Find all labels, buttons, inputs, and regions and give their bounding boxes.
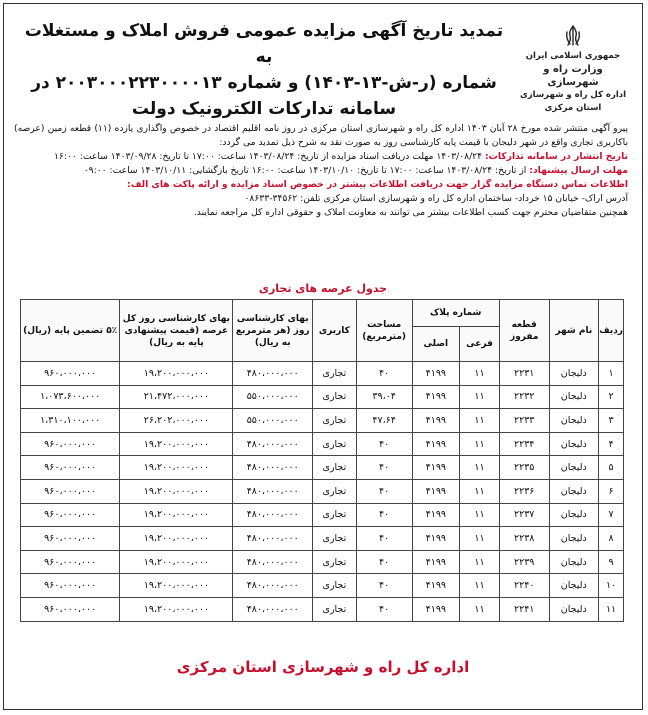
logo-line-office: اداره کل راه و شهرسازی استان مرکزی: [519, 90, 627, 113]
cell-total-price: ۱۹،۲۰۰،۰۰۰،۰۰۰: [120, 550, 233, 574]
cell-deposit: ۹۶۰،۰۰۰،۰۰۰: [21, 597, 120, 621]
cell-row-number: ۱۰: [599, 574, 624, 598]
cell-plaque-main: ۴۱۹۹: [412, 385, 460, 409]
cell-area: ۴۷،۶۴: [356, 409, 412, 433]
cell-row-number: ۲: [599, 385, 624, 409]
cell-usage: تجاری: [312, 503, 356, 527]
cell-unit-price: ۴۸۰،۰۰۰،۰۰۰: [233, 574, 313, 598]
publish-line: [14, 150, 628, 164]
cell-row-number: ۱: [599, 362, 624, 386]
cell-deposit: ۹۶۰،۰۰۰،۰۰۰: [21, 432, 120, 456]
cell-unit-price: ۴۸۰،۰۰۰،۰۰۰: [233, 597, 313, 621]
cell-total-price: ۱۹،۲۰۰،۰۰۰،۰۰۰: [120, 479, 233, 503]
header-parcel: قطعه مفروز: [499, 300, 549, 362]
cell-row-number: ۴: [599, 432, 624, 456]
cell-unit-price: ۴۸۰،۰۰۰،۰۰۰: [233, 479, 313, 503]
cell-area: ۴۰: [356, 527, 412, 551]
cell-usage: تجاری: [312, 527, 356, 551]
cell-plaque-sub: ۱۱: [460, 527, 500, 551]
cell-plaque-sub: ۱۱: [460, 409, 500, 433]
cell-deposit: ۱،۰۷۳،۶۰۰،۰۰۰: [21, 385, 120, 409]
deadline-value: از تاریخ: ۱۴۰۳/۰۸/۲۴ ساعت: ۱۷:۰۰ تا تاریخ: ۱۴۰۳/۱۰/۱۰ ساعت: ۱۶:۰۰ تاریخ بازگشایی: ۱۴۰۳/۱۰/۱۱ ساعت: ۰۹:۰۰: [83, 165, 527, 176]
header-city: نام شهر: [549, 300, 599, 362]
cell-parcel: ۲۲۴۰: [499, 574, 549, 598]
cell-parcel: ۲۲۳۱: [499, 362, 549, 386]
cell-area: ۴۰: [356, 597, 412, 621]
cell-deposit: ۹۶۰،۰۰۰،۰۰۰: [21, 456, 120, 480]
publish-value: ۱۴۰۳/۰۸/۲۴ مهلت دریافت اسناد مزایده از تاریخ: ۱۴۰۳/۰۸/۲۴ ساعت: ۱۷:۰۰ تا تاریخ: ۱۴۰۳/۰۹/۲۸ ساعت: ۱۶:۰۰: [53, 151, 483, 162]
cell-city: دلیجان: [549, 550, 599, 574]
cell-plaque-main: ۴۱۹۹: [412, 574, 460, 598]
table-row: [21, 456, 624, 480]
cell-row-number: ۹: [599, 550, 624, 574]
footer-office: اداره کل راه و شهرسازی استان مرکزی: [176, 658, 470, 676]
cell-city: دلیجان: [549, 362, 599, 386]
cell-total-price: ۲۱،۴۷۲،۰۰۰،۰۰۰: [120, 385, 233, 409]
cell-parcel: ۲۲۳۷: [499, 503, 549, 527]
header-deposit: ۵٪ تضمین پایه (ریال): [21, 300, 120, 362]
cell-deposit: ۹۶۰،۰۰۰،۰۰۰: [21, 503, 120, 527]
deadline-label: مهلت ارسال پیشنهاد:: [529, 165, 628, 176]
cell-plaque-sub: ۱۱: [460, 503, 500, 527]
cell-city: دلیجان: [549, 597, 599, 621]
cell-plaque-main: ۴۱۹۹: [412, 362, 460, 386]
header-plaque-main: اصلی: [412, 327, 460, 362]
cell-area: ۳۹،۰۴: [356, 385, 412, 409]
cell-area: ۴۰: [356, 432, 412, 456]
cell-unit-price: ۵۵۰،۰۰۰،۰۰۰: [233, 409, 313, 433]
cell-parcel: ۲۲۴۱: [499, 597, 549, 621]
cell-unit-price: ۴۸۰،۰۰۰،۰۰۰: [233, 362, 313, 386]
cell-parcel: ۲۲۳۹: [499, 550, 549, 574]
table-row: [21, 432, 624, 456]
table-row: [21, 385, 624, 409]
table-row: [21, 527, 624, 551]
table-row: [21, 409, 624, 433]
cell-plaque-sub: ۱۱: [460, 479, 500, 503]
cell-row-number: ۸: [599, 527, 624, 551]
table-row: [21, 550, 624, 574]
cell-total-price: ۱۹،۲۰۰،۰۰۰،۰۰۰: [120, 456, 233, 480]
cell-area: ۴۰: [356, 503, 412, 527]
cell-unit-price: ۴۸۰،۰۰۰،۰۰۰: [233, 432, 313, 456]
cell-plaque-sub: ۱۱: [460, 385, 500, 409]
cell-plaque-sub: ۱۱: [460, 597, 500, 621]
cell-city: دلیجان: [549, 503, 599, 527]
cell-row-number: ۱۱: [599, 597, 624, 621]
table-row: [21, 574, 624, 598]
cell-city: دلیجان: [549, 385, 599, 409]
cell-plaque-sub: ۱۱: [460, 550, 500, 574]
contact-line: اطلاعات تماس دستگاه مزایده گزار جهت دریافت اطلاعات بیشتر در خصوص اسناد مزایده و ارائه پاکت های الف:: [127, 179, 628, 190]
iran-emblem-icon: [561, 24, 585, 48]
cell-area: ۴۰: [356, 362, 412, 386]
cell-area: ۴۰: [356, 574, 412, 598]
cell-unit-price: ۴۸۰،۰۰۰،۰۰۰: [233, 550, 313, 574]
cell-deposit: ۹۶۰،۰۰۰،۰۰۰: [21, 574, 120, 598]
cell-plaque-main: ۴۱۹۹: [412, 597, 460, 621]
header-usage: کاربری: [312, 300, 356, 362]
table-title: جدول عرصه های تجاری: [258, 282, 388, 295]
cell-usage: تجاری: [312, 385, 356, 409]
notice-title: [16, 18, 512, 122]
notice-header: [4, 18, 642, 118]
cell-usage: تجاری: [312, 409, 356, 433]
cell-unit-price: ۴۸۰،۰۰۰،۰۰۰: [233, 527, 313, 551]
note-line: همچنین متقاضیان محترم جهت کسب اطلاعات بیشتر می توانند به معاونت املاک و حقوقی اداره کل مراجعه نمایند.: [193, 207, 628, 218]
notice-frame: [3, 3, 643, 710]
cell-parcel: ۲۲۳۴: [499, 432, 549, 456]
cell-deposit: ۹۶۰،۰۰۰،۰۰۰: [21, 362, 120, 386]
cell-parcel: ۲۲۳۵: [499, 456, 549, 480]
table-header-row: [21, 300, 624, 327]
cell-plaque-sub: ۱۱: [460, 574, 500, 598]
cell-plaque-main: ۴۱۹۹: [412, 503, 460, 527]
cell-city: دلیجان: [549, 479, 599, 503]
cell-plaque-sub: ۱۱: [460, 456, 500, 480]
cell-plaque-main: ۴۱۹۹: [412, 550, 460, 574]
cell-plaque-main: ۴۱۹۹: [412, 527, 460, 551]
header-plaque-sub: فرعی: [460, 327, 500, 362]
cell-deposit: ۹۶۰،۰۰۰،۰۰۰: [21, 479, 120, 503]
cell-parcel: ۲۲۳۸: [499, 527, 549, 551]
address-line: آدرس اراک- خیابان ۱۵ خرداد- ساختمان اداره کل راه و شهرسازی استان مرکزی تلفن: ۳۴۵۶۲-۰۸۶۳۳: [244, 193, 628, 204]
cell-city: دلیجان: [549, 409, 599, 433]
header-total-price: بهای کارشناسی روز کل عرصه (قیمت پیشنهادی پایه به ریال): [120, 300, 233, 362]
cell-row-number: ۳: [599, 409, 624, 433]
title-line-3: سامانه تدارکات الکترونیک دولت: [131, 99, 397, 119]
cell-parcel: ۲۲۳۳: [499, 409, 549, 433]
cell-unit-price: ۴۸۰،۰۰۰،۰۰۰: [233, 503, 313, 527]
intro-paragraph: پیرو آگهی منتشر شده مورخ ۲۸ آبان ۱۴۰۳ اداره کل راه و شهرسازی استان مرکزی در روز نامه اقلیم اقتصاد در خصوص واگذاری یازده (۱۱) قطعه زمین (عرصه) باکاربری تجاری واقع در شهر دلیجان با قیمت پایه کارشناسی روز به صورت نقد به شرح ذیل تمدید می گردد:: [14, 123, 629, 148]
cell-area: ۴۰: [356, 550, 412, 574]
cell-total-price: ۱۹،۲۰۰،۰۰۰،۰۰۰: [120, 597, 233, 621]
logo-line-ministry: وزارت راه و شهرسازی: [543, 64, 603, 88]
notice-body: [14, 122, 628, 220]
cell-usage: تجاری: [312, 432, 356, 456]
table-row: [21, 479, 624, 503]
cell-parcel: ۲۲۳۲: [499, 385, 549, 409]
cell-city: دلیجان: [549, 574, 599, 598]
cell-total-price: ۱۹،۲۰۰،۰۰۰،۰۰۰: [120, 527, 233, 551]
cell-plaque-main: ۴۱۹۹: [412, 409, 460, 433]
cell-usage: تجاری: [312, 456, 356, 480]
cell-unit-price: ۴۸۰،۰۰۰،۰۰۰: [233, 456, 313, 480]
title-line-1: تمدید تاریخ آگهی مزایده عمومی فروش املاک و مستغلات به: [24, 21, 504, 67]
cell-total-price: ۱۹،۲۰۰،۰۰۰،۰۰۰: [120, 574, 233, 598]
cell-total-price: ۱۹،۲۰۰،۰۰۰،۰۰۰: [120, 432, 233, 456]
cell-total-price: ۱۹،۲۰۰،۰۰۰،۰۰۰: [120, 362, 233, 386]
cell-city: دلیجان: [549, 432, 599, 456]
header-area: مساحت (مترمربع): [356, 300, 412, 362]
cell-plaque-sub: ۱۱: [460, 432, 500, 456]
cell-deposit: ۹۶۰،۰۰۰،۰۰۰: [21, 527, 120, 551]
cell-area: ۴۰: [356, 479, 412, 503]
parcels-table: [20, 299, 624, 622]
cell-city: دلیجان: [549, 456, 599, 480]
cell-plaque-main: ۴۱۹۹: [412, 456, 460, 480]
logo-line-republic: جمهوری اسلامی ایران: [525, 51, 621, 61]
ministry-logo: [518, 24, 628, 115]
title-line-2: شماره (ر-ش-۱۳-۱۴۰۳) و شماره ۲۰۰۳۰۰۰۲۲۳۰۰۰۰۱۳ در: [31, 73, 497, 93]
table-row: [21, 597, 624, 621]
header-plaque: شماره پلاک: [412, 300, 499, 327]
cell-total-price: ۲۶،۲۰۲،۰۰۰،۰۰۰: [120, 409, 233, 433]
cell-plaque-main: ۴۱۹۹: [412, 432, 460, 456]
cell-usage: تجاری: [312, 574, 356, 598]
header-row-number: ردیف: [599, 300, 624, 362]
cell-row-number: ۵: [599, 456, 624, 480]
cell-usage: تجاری: [312, 479, 356, 503]
cell-deposit: ۹۶۰،۰۰۰،۰۰۰: [21, 550, 120, 574]
table-body: [21, 362, 624, 622]
publish-label: تاریخ انتشار در سامانه تدارکات:: [484, 151, 628, 162]
header-unit-price: بهای کارشناسی روز (هر مترمربع به ریال): [233, 300, 313, 362]
cell-usage: تجاری: [312, 597, 356, 621]
table-row: [21, 362, 624, 386]
cell-usage: تجاری: [312, 550, 356, 574]
cell-plaque-main: ۴۱۹۹: [412, 479, 460, 503]
cell-parcel: ۲۲۳۶: [499, 479, 549, 503]
cell-city: دلیجان: [549, 527, 599, 551]
cell-plaque-sub: ۱۱: [460, 362, 500, 386]
table-row: [21, 503, 624, 527]
cell-usage: تجاری: [312, 362, 356, 386]
deadline-line: [14, 164, 628, 178]
cell-row-number: ۷: [599, 503, 624, 527]
cell-deposit: ۱،۳۱۰،۱۰۰،۰۰۰: [21, 409, 120, 433]
cell-row-number: ۶: [599, 479, 624, 503]
cell-total-price: ۱۹،۲۰۰،۰۰۰،۰۰۰: [120, 503, 233, 527]
cell-unit-price: ۵۵۰،۰۰۰،۰۰۰: [233, 385, 313, 409]
cell-area: ۴۰: [356, 456, 412, 480]
